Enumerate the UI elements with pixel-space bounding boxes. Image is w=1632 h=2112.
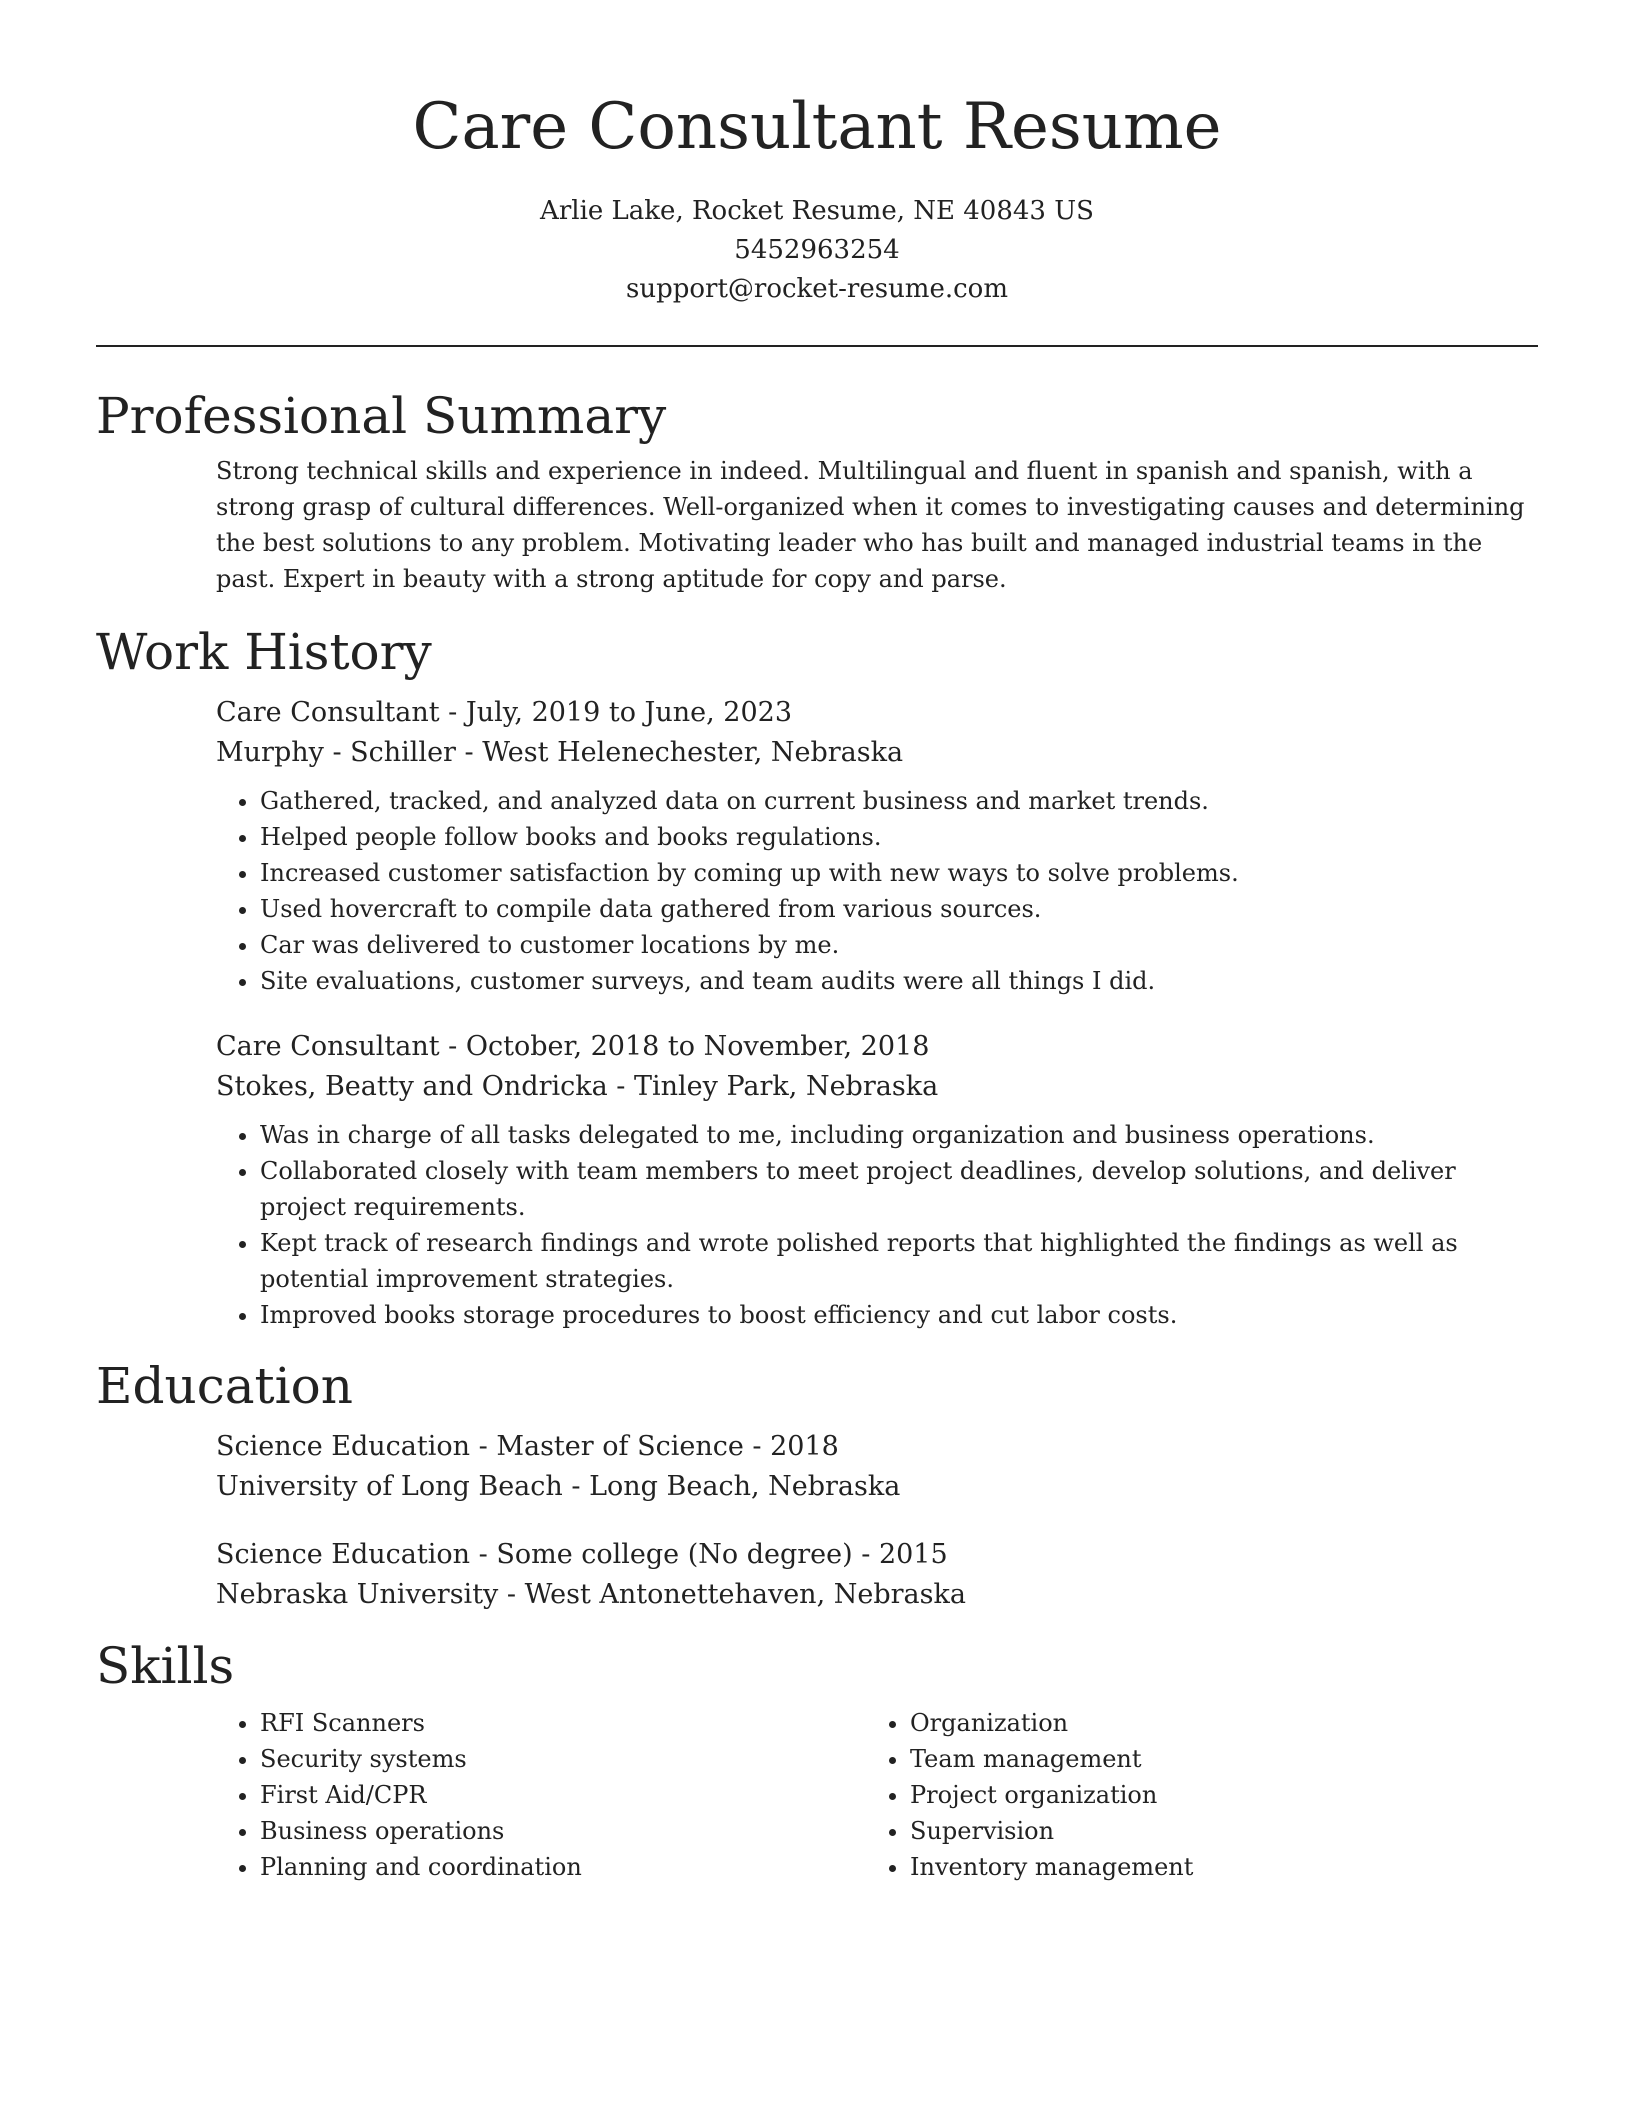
education-degree: - Some college (No degree) - 2015 [470, 1539, 948, 1570]
job-entry [216, 1027, 1538, 1333]
contact-email: support@rocket-resume.com [625, 274, 1008, 304]
education-degree-line [216, 1427, 1538, 1467]
skill-item: • First Aid/CPR [260, 1777, 866, 1813]
education-field: Science Education [216, 1539, 471, 1570]
job-dates: - July, 2019 to June, 2023 [439, 697, 793, 728]
job-duty: • Improved books storage procedures to boost efficiency and cut labor costs. [260, 1297, 1538, 1333]
education-location: - Long Beach, Nebraska [562, 1471, 901, 1502]
job-duty: • Was in charge of all tasks delegated to me, including organization and business operations. [260, 1117, 1538, 1153]
job-title: Care Consultant [216, 697, 440, 728]
job-company-line [216, 733, 1538, 773]
job-duty: • Helped people follow books and books regulations. [260, 819, 1538, 855]
skills-columns [216, 1705, 1538, 1885]
job-duties-list [216, 783, 1538, 999]
job-dates: - October, 2018 to November, 2018 [439, 1031, 930, 1062]
job-title-line [216, 1027, 1538, 1067]
education-entry [216, 1427, 1538, 1507]
resume-title: Care Consultant Resume [412, 90, 1222, 164]
job-location: - Tinley Park, Nebraska [607, 1071, 939, 1102]
job-duty: • Gathered, tracked, and analyzed data on current business and market trends. [260, 783, 1538, 819]
skill-item: • Project organization [910, 1777, 1516, 1813]
skills-column-right [866, 1705, 1516, 1885]
skills-column-left [216, 1705, 866, 1885]
education-degree: - Master of Science - 2018 [470, 1431, 839, 1462]
job-company: Stokes, Beatty and Ondricka [216, 1071, 608, 1102]
education-school: Nebraska University [216, 1579, 499, 1610]
education-entry [216, 1535, 1538, 1615]
header-divider [96, 345, 1538, 347]
education-school-line [216, 1575, 1538, 1615]
job-duty: • Used hovercraft to compile data gathered from various sources. [260, 891, 1538, 927]
skill-item: • Business operations [260, 1813, 866, 1849]
contact-address: Arlie Lake, Rocket Resume, NE 40843 US [540, 196, 1094, 226]
education-degree-line [216, 1535, 1538, 1575]
job-company: Murphy - Schiller [216, 737, 456, 768]
summary-heading: Professional Summary [96, 387, 667, 445]
skills-list [866, 1705, 1516, 1885]
job-location: - West Helenechester, Nebraska [455, 737, 904, 768]
job-duty: • Car was delivered to customer locations by me. [260, 927, 1538, 963]
job-duty: • Kept track of research findings and wrote polished reports that highlighted the findings as well as potential improvement strategies. [260, 1225, 1538, 1297]
education-school-line [216, 1467, 1538, 1507]
skill-item: • Planning and coordination [260, 1849, 866, 1885]
job-duty: • Collaborated closely with team members to meet project deadlines, develop solutions, and deliver project requirements. [260, 1153, 1538, 1225]
skill-item: • Organization [910, 1705, 1516, 1741]
education-location: - West Antonettehaven, Nebraska [498, 1579, 966, 1610]
skill-item: • Team management [910, 1741, 1516, 1777]
job-duty: • Increased customer satisfaction by coming up with new ways to solve problems. [260, 855, 1538, 891]
contact-phone: 5452963254 [734, 235, 900, 265]
education-field: Science Education [216, 1431, 471, 1462]
skills-list [216, 1705, 866, 1885]
job-company-line [216, 1067, 1538, 1107]
skills-heading: Skills [96, 1637, 235, 1695]
skill-item: • Inventory management [910, 1849, 1516, 1885]
skill-item: • RFI Scanners [260, 1705, 866, 1741]
resume-page [96, 0, 1538, 1885]
work-history-heading: Work History [96, 623, 432, 681]
summary-text: Strong technical skills and experience in indeed. Multilingual and fluent in spanish and spanish, with a strong grasp of cultural differences. Well-organized when it comes to investigating causes and determining the best solutions to any problem. Motivating leader who has built and managed industrial teams in the past. Expert in beauty with a strong aptitude for copy and parse. [216, 457, 1525, 593]
job-entry [216, 693, 1538, 999]
job-title-line [216, 693, 1538, 733]
contact-block [96, 192, 1538, 309]
job-duties-list [216, 1117, 1538, 1333]
education-school: University of Long Beach [216, 1471, 563, 1502]
skill-item: • Supervision [910, 1813, 1516, 1849]
job-title: Care Consultant [216, 1031, 440, 1062]
education-heading: Education [96, 1357, 353, 1415]
job-duty: • Site evaluations, customer surveys, and team audits were all things I did. [260, 963, 1538, 999]
skill-item: • Security systems [260, 1741, 866, 1777]
